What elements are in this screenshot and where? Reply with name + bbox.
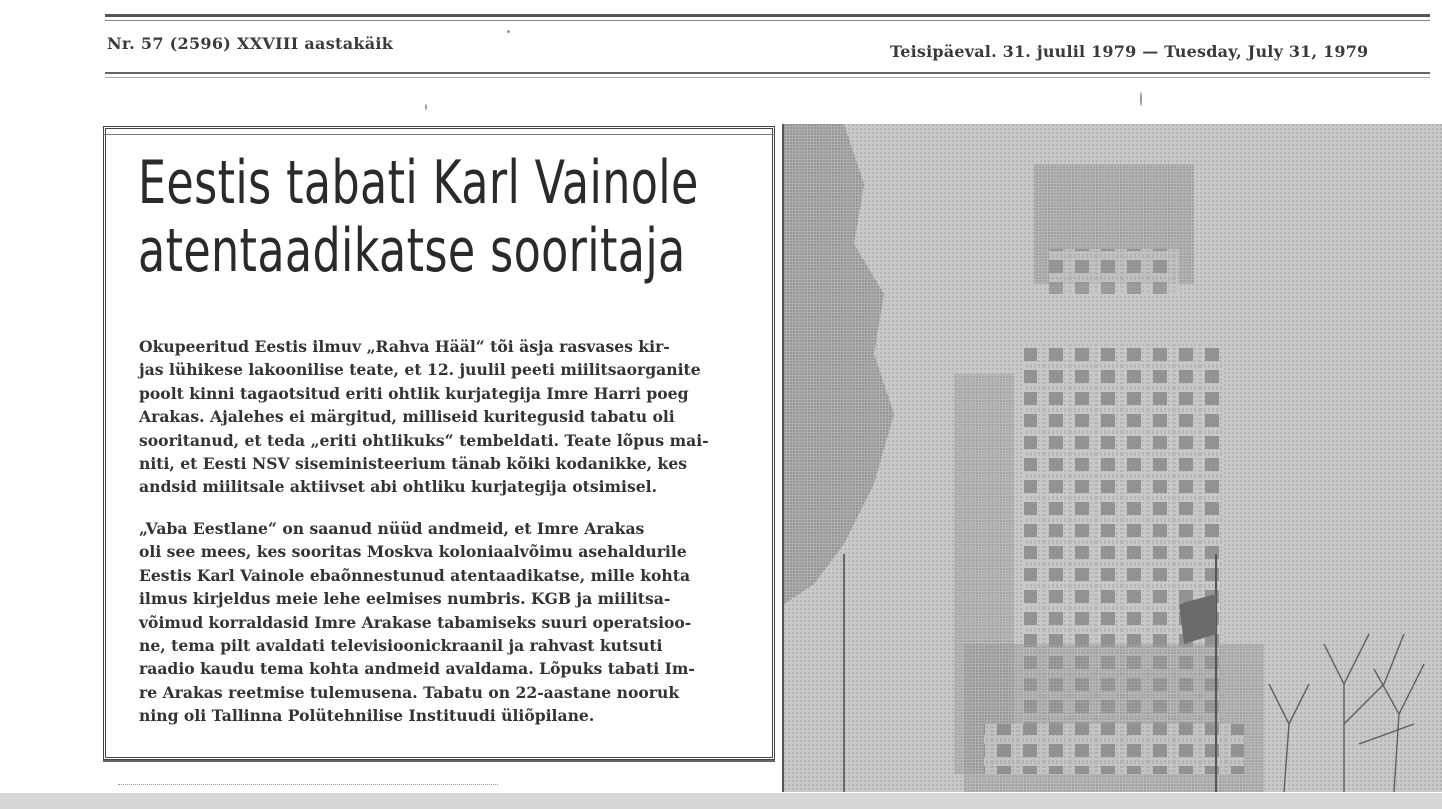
- headline-line-1: Eestis tabati Karl Vainole: [138, 148, 699, 218]
- fine-print-rule: [118, 784, 498, 788]
- article-box: [103, 126, 775, 760]
- print-speck: [425, 104, 427, 110]
- paragraph-line: ilmus kirjeldus meie lehe eelmises numbris. KGB ja miilitsa-: [139, 589, 671, 609]
- paragraph-line: Okupeeritud Eestis ilmuv „Rahva Hääl“ tõi äsja rasvases kir-: [139, 337, 670, 356]
- masthead-top-rule-thin: [105, 20, 1430, 21]
- paragraph-line: võimud korraldasid Imre Arakase tabamiseks suuri operatsioo-: [139, 612, 692, 632]
- masthead-top-rule: [105, 14, 1430, 17]
- paragraph-line: re Arakas reetmise tulemusena. Tabatu on 22-aastane nooruk: [139, 682, 680, 702]
- masthead-bottom-rule-thin: [105, 77, 1430, 78]
- headline-line-2: atentaadikatse sooritaja: [138, 216, 686, 286]
- masthead-bottom-rule: [105, 72, 1430, 74]
- article-bottom-rule: [103, 760, 775, 762]
- tower-building-photo: [782, 124, 1442, 792]
- paragraph-line: poolt kinni tagaotsitud eriti ohtlik kurjategija Imre Harri poeg: [139, 383, 689, 403]
- photo-illustration: [784, 124, 1442, 792]
- print-speck: [507, 30, 510, 33]
- paragraph-line: Arakas. Ajalehes ei märgitud, milliseid kuritegusid tabatu oli: [139, 407, 675, 427]
- paragraph-line: niti, et Eesti NSV siseministeerium tänab kõiki kodanikke, kes: [139, 454, 688, 474]
- paragraph-line: jas lühikese lakoonilise teate, et 12. juulil peeti miilitsaorganite: [139, 360, 701, 380]
- paragraph-line: andsid miilitsale aktiivset abi ohtliku kurjategija otsimisel.: [139, 477, 658, 497]
- paragraph-line: sooritanud, et teda „eriti ohtlikuks“ tembeldati. Teate lõpus mai-: [139, 430, 709, 450]
- paragraph-line: oli see mees, kes sooritas Moskva koloniaalvõimu asehaldurile: [139, 542, 687, 562]
- paragraph-line: raadio kaudu tema kohta andmeid avaldama. Lõpuks tabati Im-: [139, 659, 695, 679]
- article-headline: [138, 148, 699, 286]
- print-speck: [1140, 92, 1142, 106]
- paragraph-line: Eestis Karl Vainole ebaõnnestunud atentaadikatse, mille kohta: [139, 565, 691, 585]
- article-paragraph-1: [139, 335, 749, 499]
- paragraph-line: „Vaba Eestlane“ on saanud nüüd andmeid, et Imre Arakas: [139, 519, 645, 538]
- paragraph-line: ne, tema pilt avaldati televisioonickraanil ja rahvast kutsuti: [139, 636, 663, 656]
- viewer-bottom-bar: [0, 793, 1442, 809]
- dateline: Teisipäeval. 31. juulil 1979 — Tuesday, July 31, 1979: [890, 42, 1369, 61]
- paragraph-line: ning oli Tallinna Polütehnilise Instituudi üliõpilane.: [139, 706, 595, 726]
- article-paragraph-2: [139, 517, 749, 728]
- issue-number: Nr. 57 (2596) XXVIII aastakäik: [107, 34, 394, 53]
